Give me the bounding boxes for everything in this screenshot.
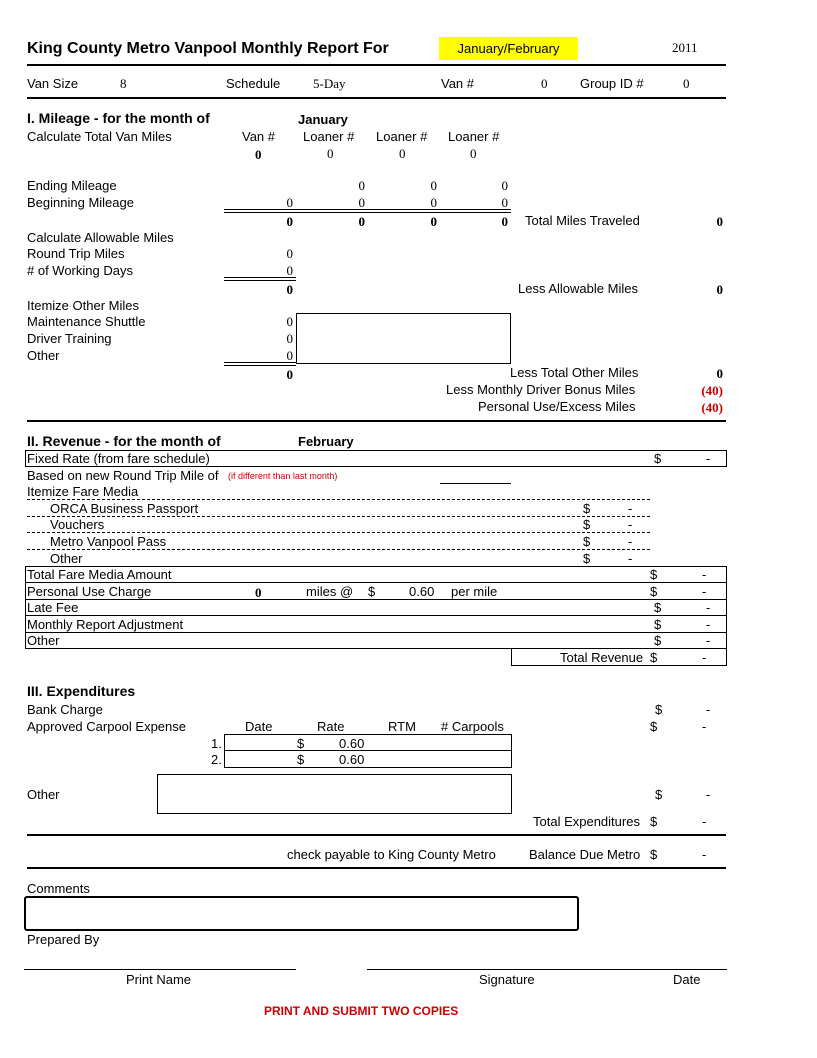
- fare-media-amount[interactable]: -: [628, 501, 633, 516]
- late-fee-value[interactable]: -: [706, 600, 711, 615]
- total-expenditures-currency: $: [650, 814, 658, 829]
- personal-use-charge-value: -: [702, 584, 707, 599]
- less-bonus-value: (40): [701, 383, 723, 398]
- per-mile-label: per mile: [451, 584, 498, 599]
- carpool-row-number: 1.: [211, 736, 222, 751]
- fare-media-label: ORCA Business Passport: [50, 501, 199, 516]
- ending-mileage-label: Ending Mileage: [27, 178, 117, 193]
- fixed-rate-value[interactable]: -: [706, 451, 711, 466]
- revenue-heading: II. Revenue - for the month of: [27, 433, 221, 449]
- van-id[interactable]: 0: [255, 147, 262, 162]
- fare-dash-2: [27, 532, 650, 533]
- fare-dash-1: [27, 516, 650, 517]
- personal-use-charge-label: Personal Use Charge: [27, 584, 152, 599]
- calc-total-label: Calculate Total Van Miles: [27, 129, 172, 144]
- allowable-heading: Calculate Allowable Miles: [27, 230, 174, 245]
- rate-value: 0.60: [409, 584, 435, 599]
- personal-use-miles-value: (40): [701, 400, 723, 415]
- total-loaner-2: 0: [430, 214, 437, 229]
- loaner-2-id[interactable]: 0: [399, 146, 406, 161]
- van-number-value[interactable]: 0: [541, 76, 548, 91]
- schedule-value[interactable]: 5-Day: [313, 76, 346, 91]
- revenue-row-rule: [25, 615, 727, 616]
- carpool-row-currency: $: [297, 736, 305, 751]
- working-days-label: # of Working Days: [27, 263, 133, 278]
- carpool-table: [224, 734, 512, 768]
- miles-at-label: miles @: [306, 584, 354, 599]
- revenue-row-rule: [25, 599, 727, 600]
- group-id-label: Group ID #: [580, 76, 644, 91]
- total-loaner-3: 0: [501, 214, 508, 229]
- fare-media-currency: $: [583, 551, 591, 566]
- less-bonus-label: Less Monthly Driver Bonus Miles: [446, 382, 636, 397]
- print-name-label: Print Name: [126, 972, 192, 987]
- late-fee-label: Late Fee: [27, 600, 79, 615]
- less-allowable-label: Less Allowable Miles: [518, 281, 638, 296]
- fare-media-amount[interactable]: -: [628, 517, 633, 532]
- adjustment-currency: $: [654, 617, 662, 632]
- carpool-expense-label: Approved Carpool Expense: [27, 719, 186, 734]
- total-miles-value: 0: [716, 214, 723, 229]
- late-fee-currency: $: [654, 600, 662, 615]
- expenditure-other-value[interactable]: -: [706, 787, 711, 802]
- fare-media-currency: $: [583, 517, 591, 532]
- personal-use-charge-currency: $: [650, 584, 658, 599]
- expenditure-other-label: Other: [27, 787, 60, 802]
- carpool-row-currency: $: [297, 752, 305, 767]
- allowable-total-rule: [224, 277, 296, 281]
- maintenance-value[interactable]: 0: [286, 314, 293, 329]
- col-rate: Rate: [317, 719, 345, 734]
- beginning-mileage-van[interactable]: 0: [286, 195, 293, 210]
- round-trip-basis-label: Based on new Round Trip Mile of: [27, 468, 219, 483]
- carpool-row-number: 2.: [211, 752, 222, 767]
- personal-use-miles-label: Personal Use/Excess Miles: [478, 399, 636, 414]
- adjustment-value[interactable]: -: [706, 617, 711, 632]
- maintenance-label: Maintenance Shuttle: [27, 314, 146, 329]
- personal-use-charge-miles: 0: [255, 585, 262, 600]
- signature-line[interactable]: [367, 969, 727, 970]
- total-fare-currency: $: [650, 567, 658, 582]
- col-loaner-3: Loaner #: [448, 129, 500, 144]
- revenue-other-value[interactable]: -: [706, 633, 711, 648]
- col-carpools: # Carpools: [441, 719, 504, 734]
- itemize-fare-label: Itemize Fare Media: [27, 484, 139, 499]
- total-miles-label: Total Miles Traveled: [525, 213, 640, 228]
- report-title: King County Metro Vanpool Monthly Report For: [27, 40, 389, 57]
- bank-charge-label: Bank Charge: [27, 702, 103, 717]
- mileage-month: January: [298, 112, 348, 127]
- round-trip-value[interactable]: 0: [286, 246, 293, 261]
- total-loaner-1: 0: [358, 214, 365, 229]
- round-trip-basis-note: (if different than last month): [228, 471, 338, 481]
- carpool-expense-value: -: [702, 719, 707, 734]
- van-size-value[interactable]: 8: [120, 76, 127, 91]
- revenue-month: February: [298, 434, 354, 449]
- allowable-total: 0: [286, 282, 293, 297]
- balance-due-value: -: [702, 847, 707, 862]
- col-rtm: RTM: [388, 719, 416, 734]
- van-number-label: Van #: [441, 76, 475, 91]
- group-id-value[interactable]: 0: [683, 76, 690, 91]
- ending-mileage-loaner-1[interactable]: 0: [358, 178, 365, 193]
- total-fare-label: Total Fare Media Amount: [27, 567, 172, 582]
- bank-charge-currency: $: [655, 702, 663, 717]
- prepared-by-label: Prepared By: [27, 932, 100, 947]
- schedule-label: Schedule: [226, 76, 281, 91]
- comments-box[interactable]: [24, 896, 579, 931]
- col-date: Date: [245, 719, 273, 734]
- driver-training-value[interactable]: 0: [286, 331, 293, 346]
- col-loaner-1: Loaner #: [303, 129, 355, 144]
- revenue-row-rule: [25, 632, 727, 633]
- other-total-rule: [224, 362, 296, 366]
- signature-label: Signature: [479, 972, 535, 987]
- comments-label: Comments: [27, 881, 90, 896]
- total-revenue-value: -: [702, 650, 707, 665]
- beginning-mileage-loaner-2[interactable]: 0: [430, 195, 437, 210]
- other-miles-total: 0: [286, 367, 293, 382]
- rate-currency: $: [368, 584, 376, 599]
- carpool-expense-currency: $: [650, 719, 658, 734]
- fare-dash-3: [27, 549, 650, 550]
- carpool-row-rate[interactable]: 0.60: [339, 736, 365, 751]
- mileage-heading: I. Mileage - for the month of: [27, 110, 210, 126]
- check-payable-label: check payable to King County Metro: [287, 847, 496, 862]
- total-revenue-currency: $: [650, 650, 658, 665]
- expenditures-heading: III. Expenditures: [27, 683, 136, 699]
- balance-rule: [27, 867, 726, 869]
- total-fare-value: -: [702, 567, 707, 582]
- less-total-other-label: Less Total Other Miles: [510, 365, 639, 380]
- less-allowable-value: 0: [716, 282, 723, 297]
- col-van: Van #: [242, 129, 276, 144]
- beginning-mileage-label: Beginning Mileage: [27, 195, 134, 210]
- period-field[interactable]: January/February: [439, 37, 578, 60]
- total-revenue-label: Total Revenue: [560, 650, 644, 665]
- round-trip-basis-input[interactable]: [440, 483, 511, 484]
- bank-charge-value[interactable]: -: [706, 702, 711, 717]
- fare-media-label: Metro Vanpool Pass: [50, 534, 167, 549]
- driver-training-label: Driver Training: [27, 331, 112, 346]
- expenditure-other-currency: $: [655, 787, 663, 802]
- total-expenditures-value: -: [702, 814, 707, 829]
- loaner-1-id[interactable]: 0: [327, 146, 334, 161]
- fare-media-label: Vouchers: [50, 517, 105, 532]
- other-miles-heading: Itemize Other Miles: [27, 298, 139, 313]
- submit-notice: PRINT AND SUBMIT TWO COPIES: [264, 1004, 459, 1018]
- ending-mileage-loaner-2[interactable]: 0: [430, 178, 437, 193]
- report-year: 2011: [672, 40, 698, 55]
- fixed-rate-currency: $: [654, 451, 662, 466]
- fare-media-currency: $: [583, 501, 591, 516]
- loaner-3-id[interactable]: 0: [470, 146, 477, 161]
- mileage-total-rule: [224, 209, 511, 213]
- van-size-label: Van Size: [27, 76, 79, 91]
- total-expenditures-label: Total Expenditures: [533, 814, 640, 829]
- header-rule: [27, 64, 726, 66]
- expenditure-rule: [27, 834, 726, 836]
- other-miles-value[interactable]: 0: [286, 348, 293, 363]
- total-van: 0: [286, 214, 293, 229]
- balance-due-currency: $: [650, 847, 658, 862]
- round-trip-label: Round Trip Miles: [27, 246, 125, 261]
- beginning-mileage-loaner-1[interactable]: 0: [358, 195, 365, 210]
- carpool-row-rate[interactable]: 0.60: [339, 752, 365, 767]
- revenue-other-currency: $: [654, 633, 662, 648]
- header-rule-2: [27, 97, 726, 99]
- other-miles-notes-box[interactable]: [296, 313, 511, 364]
- fare-dash-0: [27, 499, 650, 500]
- working-days-value[interactable]: 0: [286, 263, 293, 278]
- revenue-other-label: Other: [27, 633, 60, 648]
- col-loaner-2: Loaner #: [376, 129, 428, 144]
- less-total-other-value: 0: [716, 366, 723, 381]
- other-miles-label: Other: [27, 348, 60, 363]
- fare-media-label: Other: [50, 551, 83, 566]
- carpool-row-rule: [224, 750, 512, 751]
- print-name-line[interactable]: [24, 969, 296, 970]
- date-label: Date: [673, 972, 701, 987]
- ending-mileage-loaner-3[interactable]: 0: [501, 178, 508, 193]
- fare-media-currency: $: [583, 534, 591, 549]
- revenue-row-rule: [25, 582, 727, 583]
- balance-due-label: Balance Due Metro: [529, 847, 641, 862]
- expenditure-other-box[interactable]: [157, 774, 512, 814]
- adjustment-label: Monthly Report Adjustment: [27, 617, 184, 632]
- beginning-mileage-loaner-3[interactable]: 0: [501, 195, 508, 210]
- mileage-section-rule: [27, 420, 726, 422]
- fare-media-amount[interactable]: -: [628, 551, 633, 566]
- fixed-rate-label: Fixed Rate (from fare schedule): [27, 451, 210, 466]
- fare-media-amount[interactable]: -: [628, 534, 633, 549]
